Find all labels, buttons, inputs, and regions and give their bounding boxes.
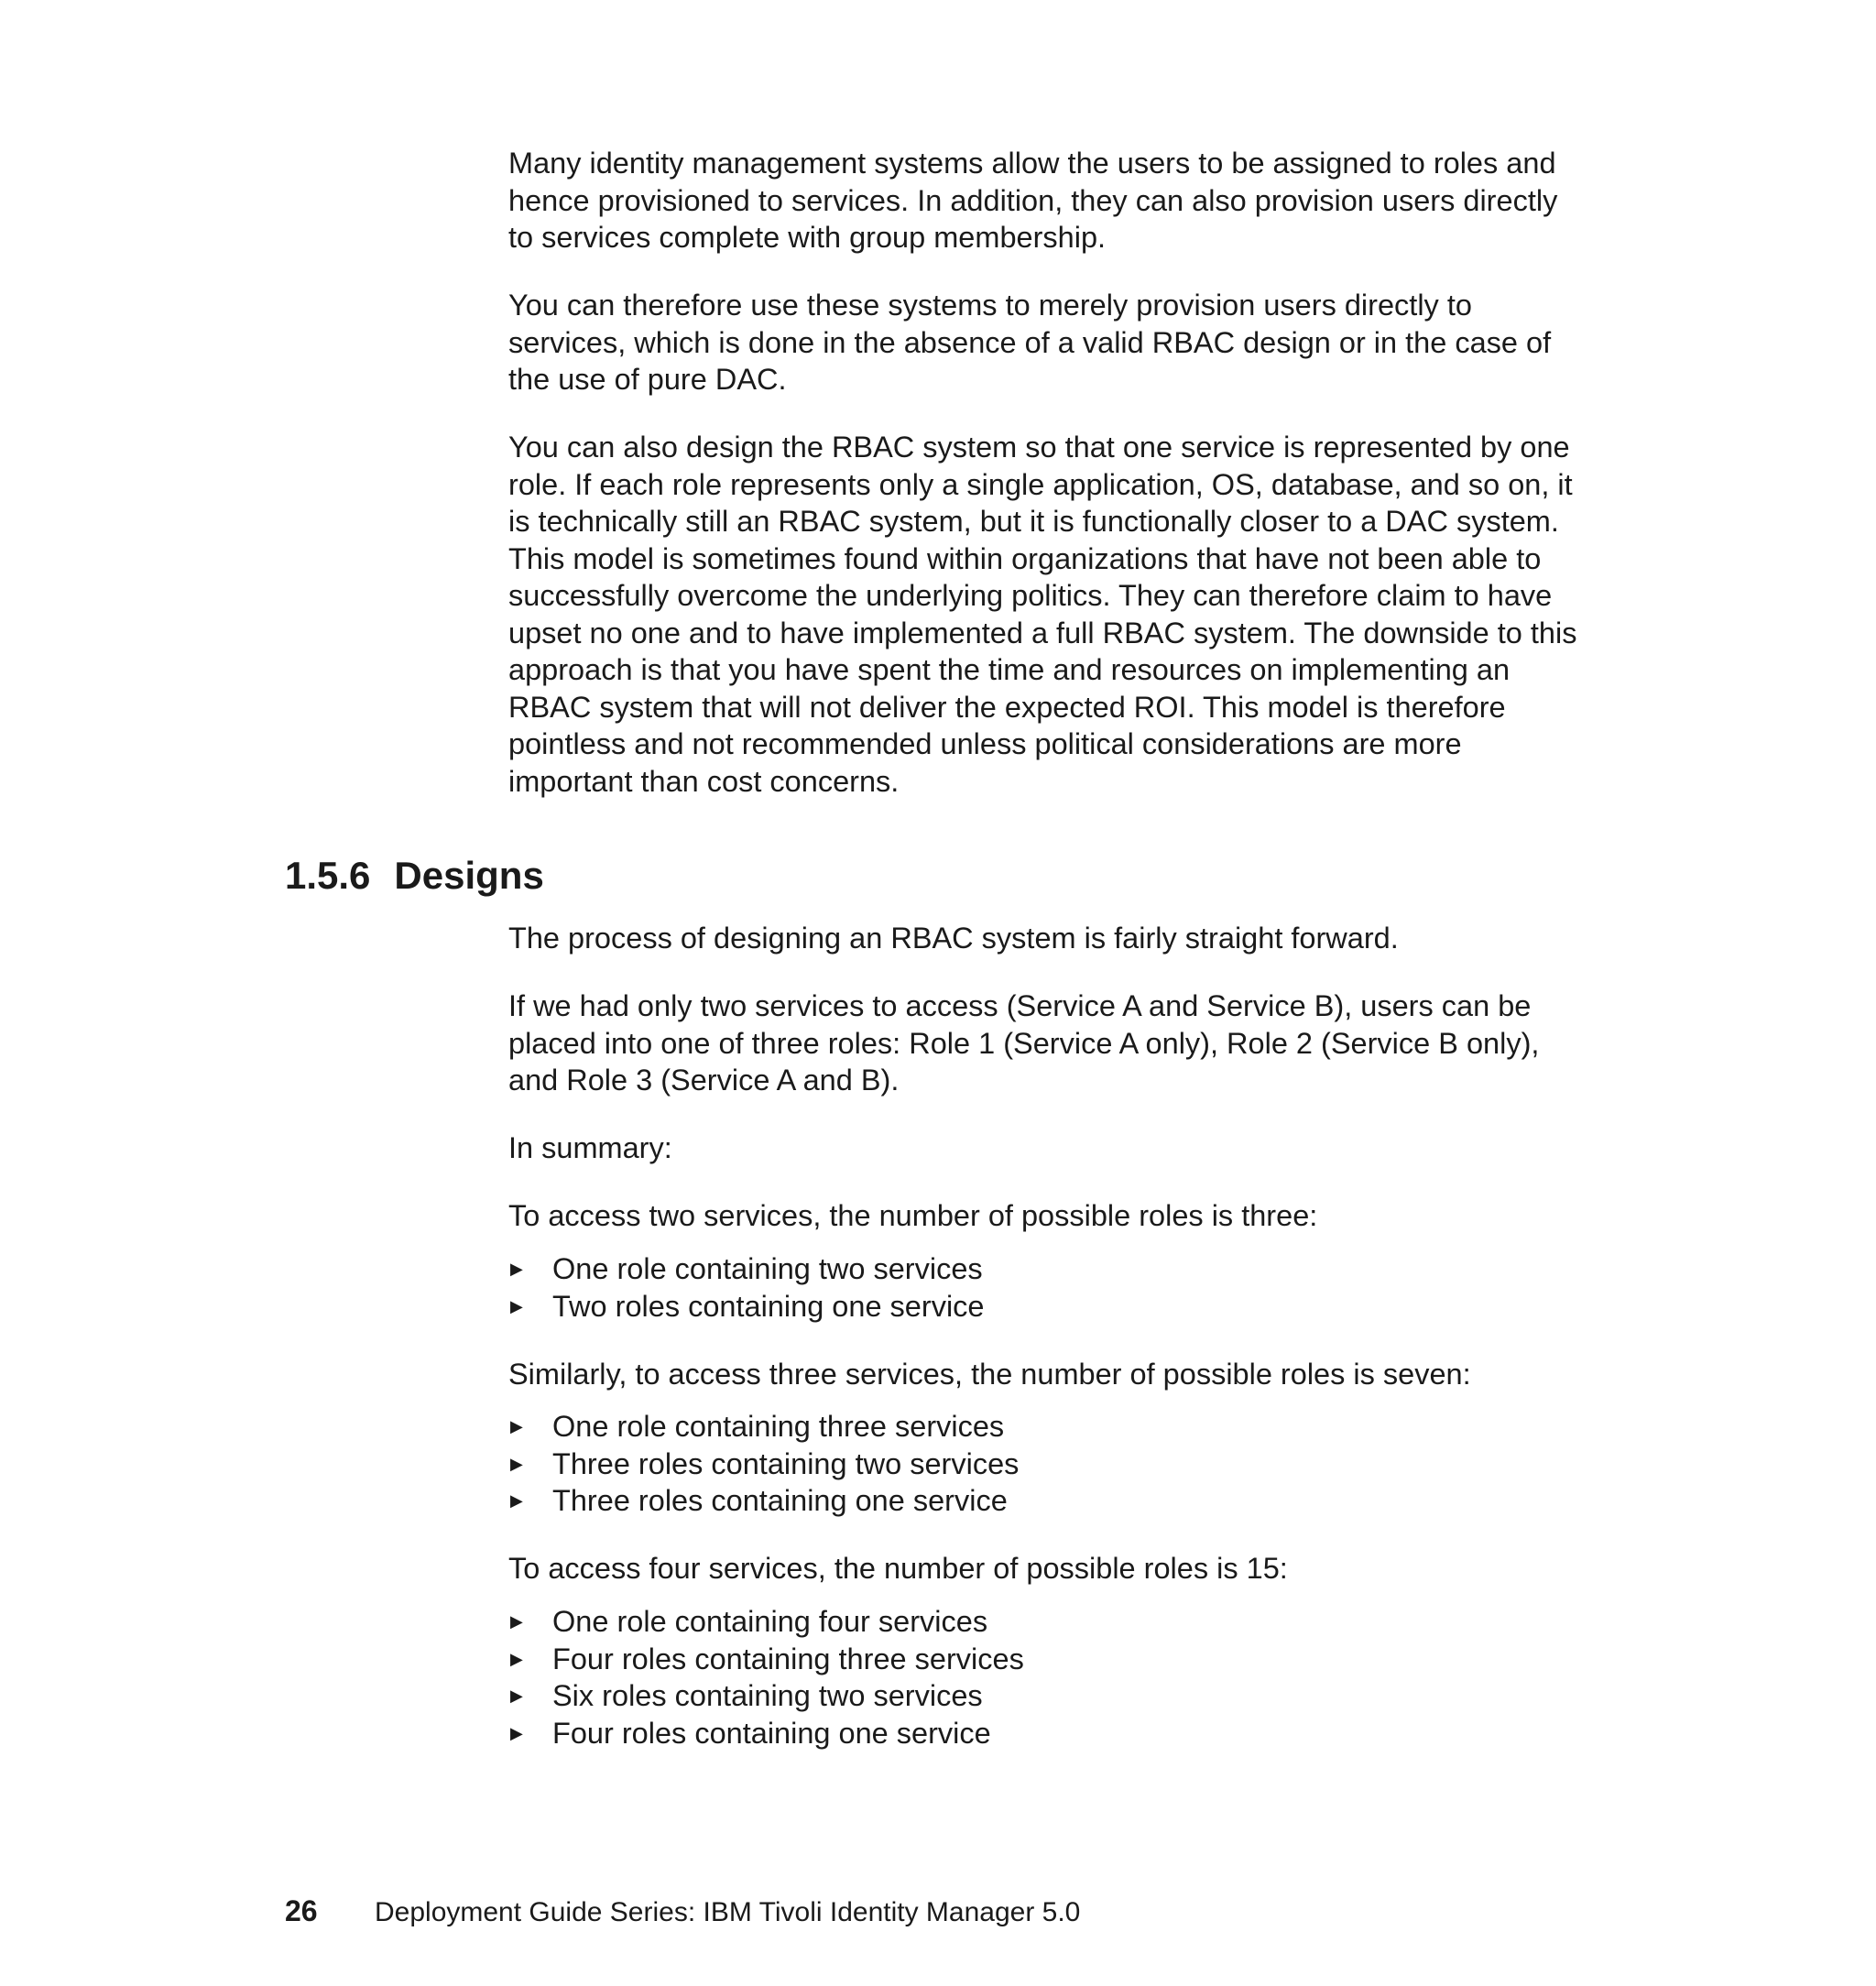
paragraph-three-services: Similarly, to access three services, the number of possible roles is seven: xyxy=(508,1358,1471,1391)
bullet-arrow-icon: ▶ xyxy=(510,1454,523,1473)
list-item: ▶ Three roles containing two services xyxy=(508,1446,1612,1483)
page-number: 26 xyxy=(285,1894,318,1927)
bullet-arrow-icon: ▶ xyxy=(510,1417,523,1435)
bullet-arrow-icon: ▶ xyxy=(510,1649,523,1668)
list-item: ▶ Six roles containing two services xyxy=(508,1677,1612,1715)
paragraph-two-services: To access two services, the number of possible roles is three: xyxy=(508,1199,1318,1232)
bullet-arrow-icon: ▶ xyxy=(510,1612,523,1631)
list-item: ▶ One role containing four services xyxy=(508,1603,1612,1641)
footer-title: Deployment Guide Series: IBM Tivoli Identity Manager 5.0 xyxy=(375,1897,1081,1927)
paragraph-role-provisioning: Many identity management systems allow the users to be assigned to roles and hence provisioned to services. In addition, they can also provision users directly to services complete with group membership. xyxy=(508,147,1558,254)
bullet-list-three-services xyxy=(508,1408,1612,1520)
list-item: ▶ Four roles containing three services xyxy=(508,1641,1612,1678)
list-item: ▶ One role containing three services xyxy=(508,1408,1612,1446)
paragraph-designs-example: If we had only two services to access (Service A and Service B), users can be placed into one of three roles: Role 1 (Service A only), Role 2 (Service B only), and Role 3 (Service A and B). xyxy=(508,989,1540,1097)
paragraph-four-services: To access four services, the number of possible roles is 15: xyxy=(508,1552,1288,1585)
list-item: ▶ Three roles containing one service xyxy=(508,1482,1612,1520)
bullet-arrow-icon: ▶ xyxy=(510,1686,523,1705)
bullet-list-two-services xyxy=(508,1250,1612,1325)
list-item: ▶ Four roles containing one service xyxy=(508,1715,1612,1752)
bullet-arrow-icon: ▶ xyxy=(510,1260,523,1278)
paragraph-summary: In summary: xyxy=(508,1131,672,1164)
section-title: Designs xyxy=(394,854,544,897)
bullet-arrow-icon: ▶ xyxy=(510,1723,523,1742)
paragraph-designs-intro: The process of designing an RBAC system is fairly straight forward. xyxy=(508,922,1399,955)
bullet-list-four-services xyxy=(508,1603,1612,1751)
section-heading xyxy=(285,854,544,898)
bullet-arrow-icon: ▶ xyxy=(510,1491,523,1510)
section-number: 1.5.6 xyxy=(285,854,371,897)
page-footer xyxy=(285,1894,1080,1928)
list-item: ▶ Two roles containing one service xyxy=(508,1288,1612,1326)
paragraph-one-service-per-role: You can also design the RBAC system so that one service is represented by one role. If each role represents only a single application, OS, database, and so on, it is technically still an RBAC system, but it is functionally closer to a DAC system. This model is sometimes found within organizations that have not been able to successfully overcome the underlying politics. They can therefore claim to have upset no one and to have implemented a full RBAC system. The downside to this approach is that you have spent the time and resources on implementing an RBAC system that will not deliver the expected ROI. This model is therefore pointless and not recommended unless political considerations are more important than cost concerns. xyxy=(508,431,1577,798)
list-item: ▶ One role containing two services xyxy=(508,1250,1612,1288)
bullet-arrow-icon: ▶ xyxy=(510,1296,523,1315)
paragraph-direct-provisioning: You can therefore use these systems to merely provision users directly to services, which is done in the absence of a valid RBAC design or in the case of the use of pure DAC. xyxy=(508,289,1552,396)
